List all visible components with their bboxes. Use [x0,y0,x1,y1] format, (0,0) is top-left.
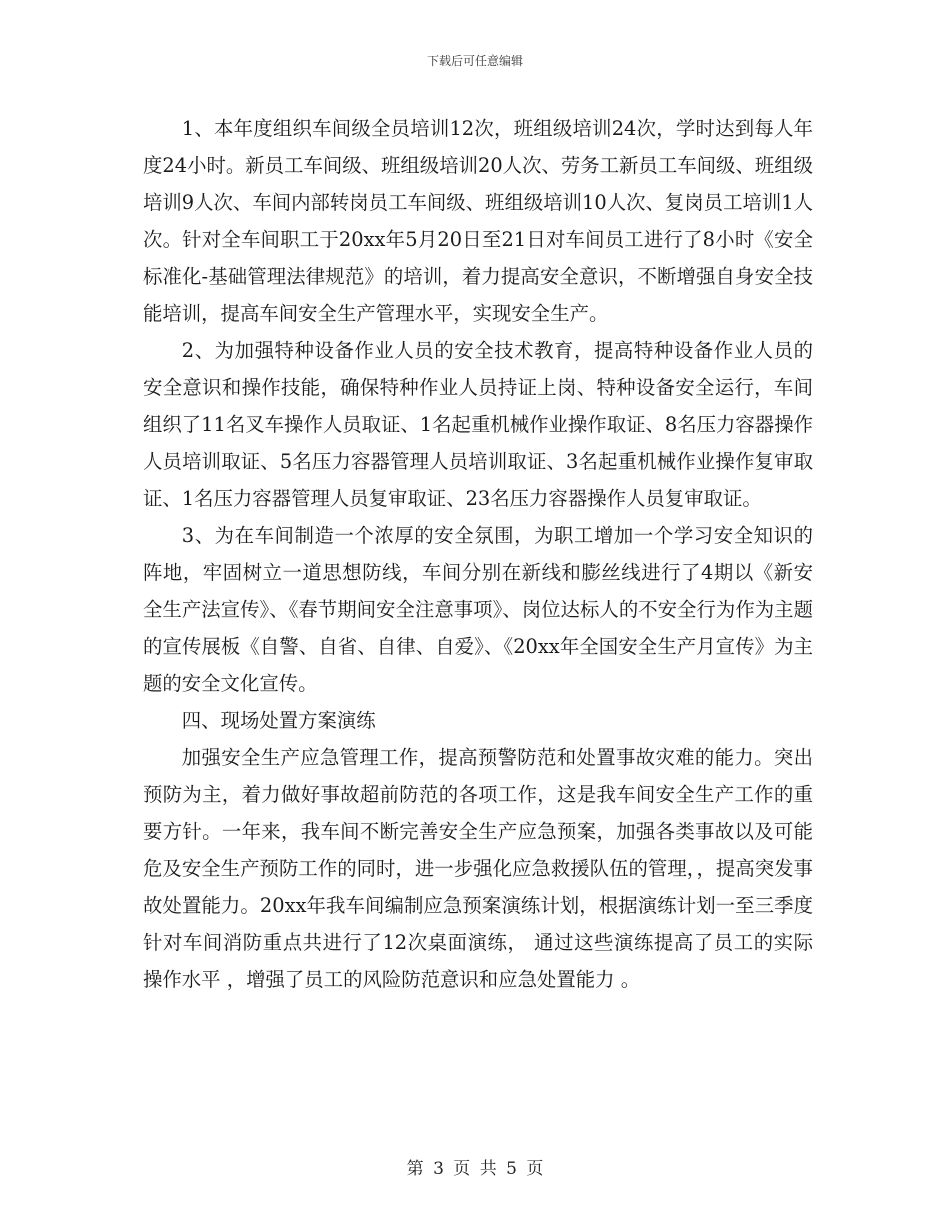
paragraph-training: 1、本年度组织车间级全员培训12次，班组级培训24次，学时达到每人年度24小时。新员工车间级、班组级培训20人次、劳务工新员工车间级、班组级培训9人次、车间内部转岗员工车间级、班组级培训10人次、复岗员工培训1人次。针对全车间职工于20xx年5月20日至21日对车间员工进行了8小时《安全标准化-基础管理法律规范》的培训，着力提高安全意识，不断增强自身安全技能培训，提高车间安全生产管理水平，实现安全生产。 [143,117,813,325]
section-heading-drill: 四、现场处置方案演练 [181,709,376,732]
paragraph-emergency-drill: 加强安全生产应急管理工作，提高预警防范和处置事故灾难的能力。突出预防为主，着力做好事故超前防范的各项工作，这是我车间安全生产工作的重要方针。一年来，我车间不断完善安全生产应急预案，加强各类事故以及可能危及安全生产预防工作的同时，进一步强化应急救援队伍的管理，，提高突发事故处置能力。20xx年我车间编制应急预案演练计划，根据演练计划一至三季度针对车间消防重点共进行了12次桌面演练， 通过这些演练提高了员工的实际操作水平 ，增强了员工的风险防范意识和应急处置能力 。 [143,746,813,991]
page-header: 下载后可任意编辑 [426,54,523,68]
paragraph-special-equipment: 2、为加强特种设备作业人员的安全技术教育，提高特种设备作业人员的安全意识和操作技能，确保特种作业人员持证上岗、特种设备安全运行，车间组织了11名叉车操作人员取证、1名起重机械作业操作取证、8名压力容器操作人员培训取证、5名压力容器管理人员培训取证、3名起重机械作业操作复审取证、1名压力容器管理人员复审取证、23名压力容器操作人员复审取证。 [143,339,813,510]
document-body [143,110,813,998]
paragraph-safety-culture: 3、为在车间制造一个浓厚的安全氛围，为职工增加一个学习安全知识的阵地，牢固树立一道思想防线，车间分别在新线和膨丝线进行了4期以《新安全生产法宣传》、《春节期间安全注意事项》、岗位达标人的不安全行为作为主题的宣传展板《自警、自省、自律、自爱》、《20xx年全国安全生产月宣传》为主题的安全文化宣传。 [143,524,813,695]
page-number-footer: 第 3 页 共 5 页 [406,1159,544,1179]
